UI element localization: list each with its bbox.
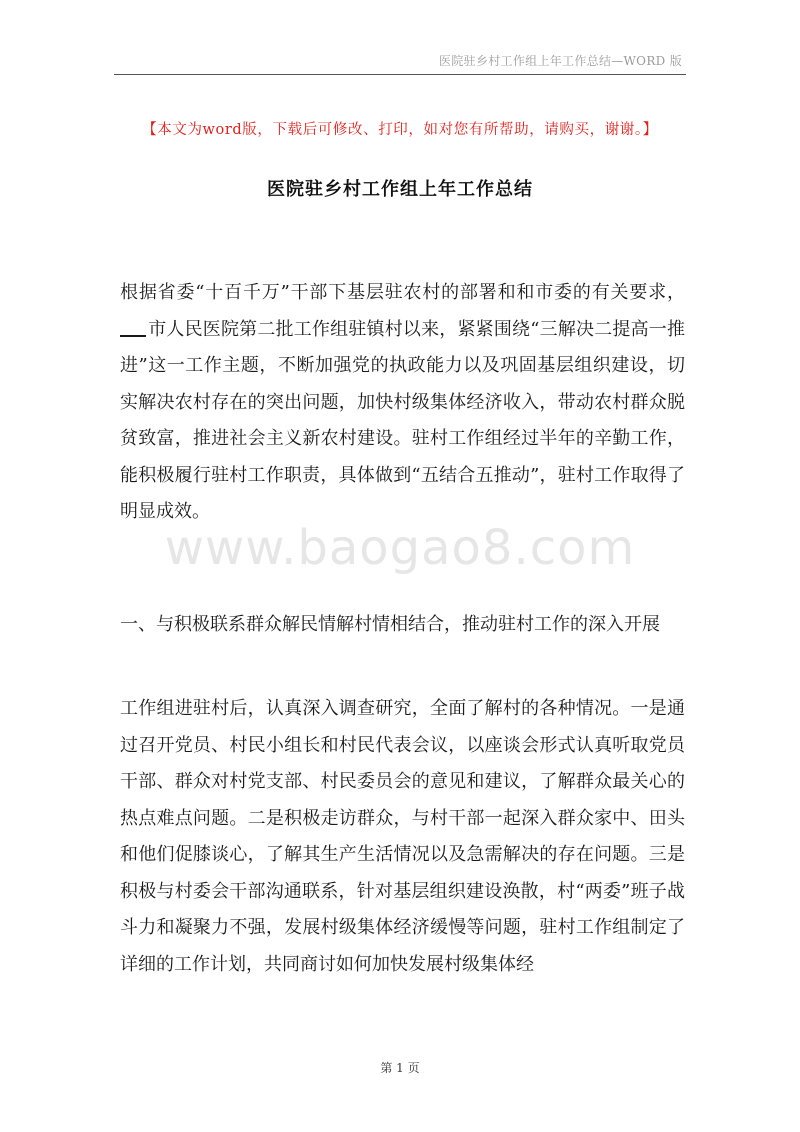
watermark: www.baogao8.com (164, 520, 636, 576)
intro-paragraph-part-2: 市人民医院第二批工作组驻镇村以来，紧紧围绕“三解决二提高一推进”这一工作主题，不断加强党的执政能力以及巩固基层组织建设，切实解决农村存在的突出问题，加快村级集体经济收入，带动农村群众脱贫致富，推进社会主义新农村建设。驻村工作组经过半年的辛勤工作，能积极履行驻村工作职责，具体做到“五结合五推动”，驻村工作取得了明显成效。 (120, 318, 685, 522)
section-heading-1: 一、与积极联系群众解民情解村情相结合，推动驻村工作的深入开展 (120, 614, 660, 635)
intro-paragraph (120, 275, 685, 531)
section-1-body: 工作组进驻村后，认真深入调查研究，全面了解村的各种情况。一是通过召开党员、村民小组长和村民代表会议，以座谈会形式认真听取党员干部、群众对村党支部、村民委员会的意见和建议，了解群众最关心的热点难点问题。二是积极走访群众，与村干部一起深入群众家中、田头和他们促膝谈心，了解其生产生活情况以及急需解决的存在问题。三是积极与村委会干部沟通联系，针对基层组织建设涣散，村“两委”班子战斗力和凝聚力不强，发展村级集体经济缓慢等问题，驻村工作组制定了详细的工作计划，共同商讨如何加快发展村级集体经 (120, 698, 685, 975)
page-number: 第 1 页 (380, 1061, 420, 1075)
purchase-notice: 【本文为word版，下载后可修改、打印，如对您有所帮助，请购买，谢谢。】 (142, 122, 658, 138)
document-title: 医院驻乡村工作组上年工作总结 (267, 179, 533, 200)
blank-underline (120, 317, 146, 337)
intro-paragraph-part-1: 根据省委“十百千万”干部下基层驻农村的部署和和市委的有关要求， (120, 282, 685, 303)
running-header: 医院驻乡村工作组上年工作总结—WORD 版 (439, 54, 682, 68)
header-divider (114, 74, 686, 75)
